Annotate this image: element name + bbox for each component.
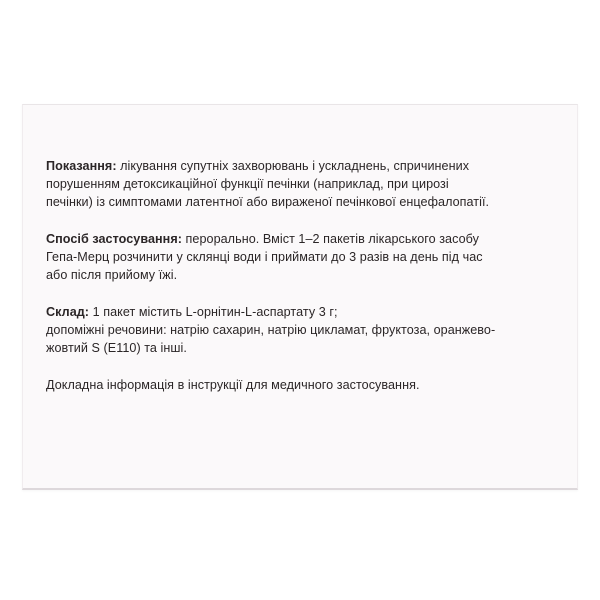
footer-section — [46, 376, 566, 394]
administration-section — [46, 230, 566, 284]
composition-text-1: 1 пакет містить L-орнітин-L-аспартату 3 г; — [92, 305, 338, 319]
composition-section — [46, 303, 566, 357]
indications-text-1: лікування супутніх захворювань і ускладнень, спричинених — [120, 159, 470, 173]
composition-text-3: жовтий S (E110) та інші. — [46, 341, 187, 355]
administration-text-1: перорально. Вміст 1–2 пакетів лікарського засобу — [185, 232, 479, 246]
indications-section — [46, 157, 566, 211]
footer-text: Докладна інформація в інструкції для медичного застосування. — [46, 378, 420, 392]
indications-text-2: порушенням детоксикаційної функції печінки (наприклад, при цирозі — [46, 177, 449, 191]
package-text — [46, 157, 566, 413]
composition-label: Склад: — [46, 305, 90, 319]
administration-label: Спосіб застосування: — [46, 232, 182, 246]
composition-line-1 — [46, 303, 566, 321]
administration-line-1 — [46, 230, 566, 248]
administration-text-3: або після прийому їжі. — [46, 268, 178, 282]
indications-label: Показання: — [46, 159, 117, 173]
composition-text-2: допоміжні речовини: натрію сахарин, натрію цикламат, фруктоза, оранжево- — [46, 323, 496, 337]
indications-line-1 — [46, 157, 566, 175]
administration-text-2: Гепа-Мерц розчинити у склянці води і приймати до 3 разів на день під час — [46, 250, 483, 264]
indications-text-3: печінки) із симптомами латентної або вираженої печінкової енцефалопатії. — [46, 195, 490, 209]
